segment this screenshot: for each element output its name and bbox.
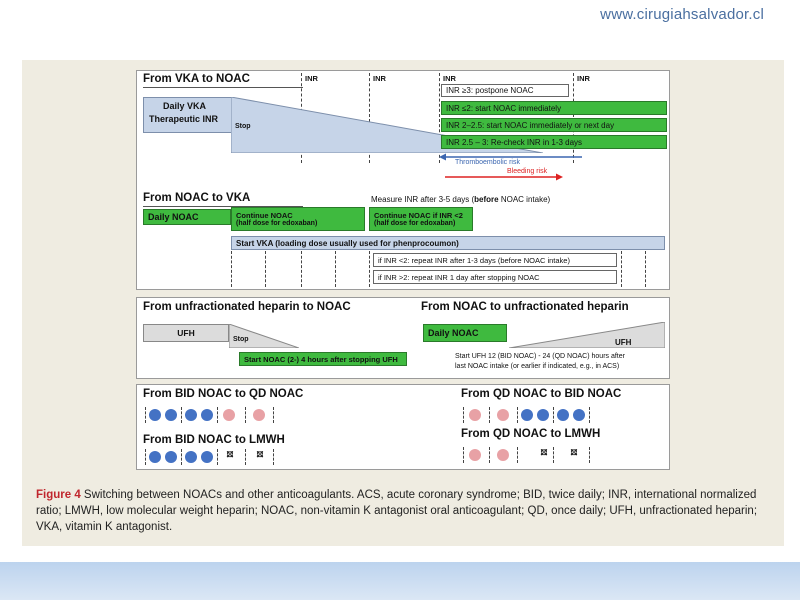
qd-dose-dot: [223, 409, 235, 421]
start-ufh-line2: last NOAC intake (or earlier if indicated, e.g., in ACS): [455, 363, 620, 370]
daily-vka-label: Daily VKA: [163, 101, 207, 111]
tick: [245, 449, 246, 465]
continue-noac-box: [231, 207, 365, 231]
qd-dose-dot: [497, 449, 509, 461]
panel-vka-noac: [136, 70, 670, 290]
continue-if-label: Continue NOAC if INR <2: [374, 211, 463, 220]
site-url[interactable]: www.cirugiahsalvador.cl: [600, 6, 764, 23]
tick: [273, 449, 274, 465]
bid-dose-dot: [557, 409, 569, 421]
ufh-stop-label: Stop: [233, 336, 249, 343]
ufh-box-left: UFH: [143, 324, 229, 342]
noac-to-ufh-title: From NOAC to unfractionated heparin: [421, 301, 629, 313]
qd-dose-dot: [497, 409, 509, 421]
half-dose-label-2: (half dose for edoxaban): [374, 220, 456, 227]
qd-to-lmwh-title: From QD NOAC to LMWH: [461, 428, 601, 440]
panel-heparin: [136, 297, 670, 379]
qd-dose-dot: [469, 449, 481, 461]
day-line-5: [369, 251, 370, 287]
bid-to-lmwh-title: From BID NOAC to LMWH: [143, 434, 285, 446]
tick: [145, 449, 146, 465]
tick: [245, 407, 246, 423]
bid-dose-dot: [165, 451, 177, 463]
bid-dose-dot: [149, 409, 161, 421]
ufh-label-right: UFH: [615, 338, 632, 347]
bid-dose-dot: [185, 409, 197, 421]
syringe-icon: ✥: [221, 447, 237, 463]
thromboembolic-risk-label: Thromboembolic risk: [455, 159, 520, 166]
tick: [553, 447, 554, 463]
inr-label-1: INR: [305, 74, 318, 83]
day-line-1: [231, 251, 232, 287]
tick: [181, 449, 182, 465]
measure-inr-text: [371, 195, 550, 204]
daily-noac-box: Daily NOAC: [143, 209, 231, 225]
qd-dose-dot: [253, 409, 265, 421]
bleeding-risk-label: Bleeding risk: [507, 168, 548, 175]
day-line-2: [265, 251, 266, 287]
figure-label: Figure 4: [36, 489, 81, 501]
title-underline: [143, 87, 303, 88]
inr-25-3-box: INR 2.5 – 3: Re-check INR in 1-3 days: [441, 135, 667, 149]
figure-caption: [36, 487, 776, 535]
day-line-3: [301, 251, 302, 287]
inr-label-2: INR: [373, 74, 386, 83]
tick: [489, 407, 490, 423]
bid-dose-dot: [149, 451, 161, 463]
start-vka-bar: [231, 236, 665, 250]
inr-label-4: INR: [577, 74, 590, 83]
measure-bold: before: [474, 195, 499, 204]
bid-dose-dot: [537, 409, 549, 421]
tick: [517, 447, 518, 463]
bid-dose-dot: [201, 409, 213, 421]
day-line-6: [621, 251, 622, 287]
caption-text: Switching between NOACs and other anticoagulants. ACS, acute coronary syndrome; BID, twice daily; INR, international normalized ratio; LMWH, low molecular weight heparin; NOAC, non-vitamin K antagonist oral anticoagulant; QD, once daily; UFH, unfractionated heparin; VKA, vitamin K antagonist.: [36, 489, 758, 533]
syringe-icon: ✥: [251, 447, 267, 463]
continue-noac-label: Continue NOAC: [236, 211, 293, 220]
start-noac-after-ufh: Start NOAC (2-) 4 hours after stopping UFH: [239, 352, 407, 366]
bid-to-qd-title: From BID NOAC to QD NOAC: [143, 388, 304, 400]
tick: [217, 407, 218, 423]
tick: [463, 407, 464, 423]
ufh-ramp-right: [509, 322, 665, 348]
vka-to-noac-title: From VKA to NOAC: [143, 73, 250, 85]
tick: [517, 407, 518, 423]
panel-bid-qd: [136, 384, 670, 470]
qd-to-bid-title: From QD NOAC to BID NOAC: [461, 388, 622, 400]
inr-2-25-box: INR 2–2.5: start NOAC immediately or next day: [441, 118, 667, 132]
footer-bar: [0, 562, 800, 600]
tick: [273, 407, 274, 423]
bid-dose-dot: [521, 409, 533, 421]
inr-le2-box: INR ≤2: start NOAC immediately: [441, 101, 667, 115]
daily-noac-box-2: Daily NOAC: [423, 324, 507, 342]
bid-dose-dot: [573, 409, 585, 421]
measure-pre: Measure INR after 3-5 days (: [371, 195, 475, 204]
qd-dose-dot: [469, 409, 481, 421]
start-ufh-line1: Start UFH 12 (BID NOAC) - 24 (QD NOAC) hours after: [455, 353, 625, 360]
tick: [463, 447, 464, 463]
tick: [553, 407, 554, 423]
inr-label-3: INR: [443, 74, 456, 83]
tick: [145, 407, 146, 423]
continue-noac-if-box: [369, 207, 473, 231]
therapeutic-inr-label: Therapeutic INR: [149, 114, 219, 124]
if-inr-lt2-box: if INR <2: repeat INR after 1-3 days (before NOAC intake): [373, 253, 617, 267]
measure-post: NOAC intake): [498, 195, 551, 204]
syringe-icon: ✥: [535, 445, 551, 461]
tick: [489, 447, 490, 463]
tick: [589, 447, 590, 463]
noac-to-vka-title: From NOAC to VKA: [143, 192, 251, 204]
day-line-7: [645, 251, 646, 287]
tick: [217, 449, 218, 465]
tick: [589, 407, 590, 423]
bid-dose-dot: [165, 409, 177, 421]
tick: [181, 407, 182, 423]
bid-dose-dot: [201, 451, 213, 463]
bid-dose-dot: [185, 451, 197, 463]
start-vka-label: Start VKA (loading dose usually used for phenprocoumon): [236, 238, 459, 248]
syringe-icon: ✥: [565, 445, 581, 461]
day-line-4: [335, 251, 336, 287]
inr-ge3-box: INR ≥3: postpone NOAC: [441, 84, 569, 97]
stop-label: Stop: [235, 123, 251, 130]
half-dose-label: (half dose for edoxaban): [236, 220, 318, 227]
if-inr-gt2-box: if INR >2: repeat INR 1 day after stopping NOAC: [373, 270, 617, 284]
ufh-to-noac-title: From unfractionated heparin to NOAC: [143, 301, 351, 313]
